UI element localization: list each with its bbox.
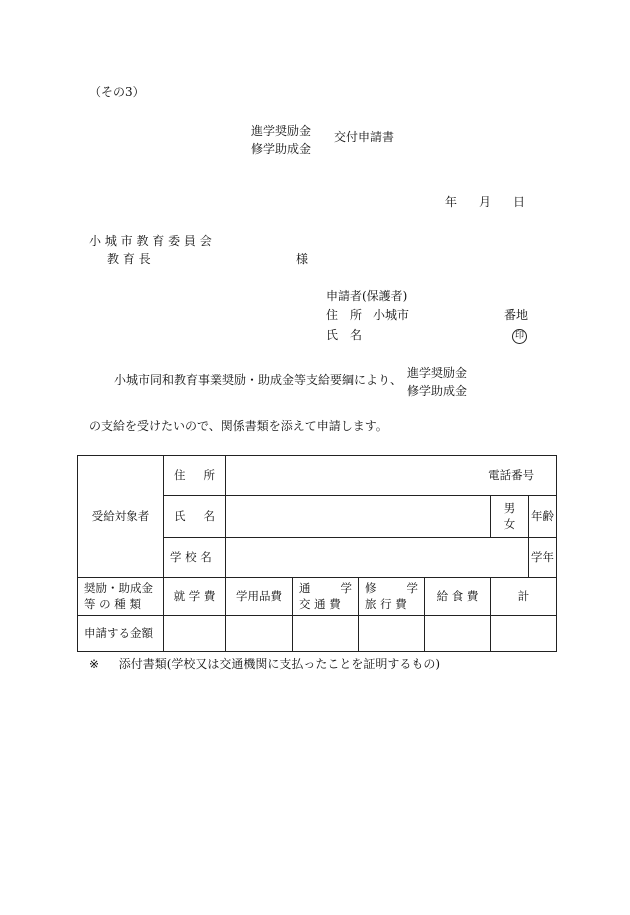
type-commute-a2: 学 [340,581,352,595]
applicant-heading: 申請者(保護者) [326,289,408,303]
address-label-2: 所 [203,467,215,482]
type-trip-a1: 修 [365,581,377,595]
target-label-cell [78,456,164,578]
footnote-mark: ※ [89,657,100,671]
recipient-person: 教 育 長 [107,252,151,266]
name-label-cell [164,496,226,538]
address-label-1: 住 [174,467,186,482]
type-trip-a2: 学 [406,581,418,595]
type-total: 計 [517,588,530,603]
amount-label-cell [78,616,164,652]
amount-supplies-cell[interactable] [226,616,293,652]
body-aid-line-1: 進学奨励金 [407,366,468,380]
date-day: 日 [512,195,525,209]
amount-trip-cell[interactable] [359,616,425,652]
name-value-cell[interactable] [226,496,491,538]
recipient-org: 小 城 市 教 育 委 員 会 [89,234,212,248]
address-label-cell [164,456,226,496]
title-line-1: 進学奨励金 [251,124,312,138]
title-line-2: 修学助成金 [251,142,312,156]
type-commute-b: 交 通 費 [299,596,341,611]
type-commute-a1: 通 [299,581,311,595]
type-total-cell [491,578,557,616]
amount-total-cell[interactable] [491,616,557,652]
type-supplies: 学用品費 [236,588,282,603]
type-commute-cell [293,578,359,616]
target-label: 受給対象者 [91,508,150,523]
type-label-2: 等 の 種 類 [84,596,141,611]
name-label-1: 氏 [174,508,186,523]
table-row-address [78,456,557,496]
form-number: （その3） [89,85,145,99]
applicant-address-label: 住 所 [326,308,363,322]
school-label: 学 校 名 [170,549,212,564]
footnote-text: 添付書類(学校又は交通機関に支払ったことを証明するもの) [118,657,441,671]
date-month: 月 [478,195,491,209]
type-lunch-cell [425,578,491,616]
name-label-2: 名 [203,508,215,523]
footnote [89,658,440,670]
phone-label: 電話番号 [488,467,535,482]
date-year: 年 [445,195,458,209]
school-label-cell [164,538,226,578]
amount-tuition-cell[interactable] [164,616,226,652]
type-trip-cell [359,578,425,616]
body-aid-line-2: 修学助成金 [407,384,468,398]
seal-icon: 印 [512,329,527,344]
table-row-types [78,578,557,616]
recipient-honorific: 様 [296,252,309,266]
amount-commute-cell[interactable] [293,616,359,652]
body-aid-types [407,367,467,397]
applicant-name-label: 氏 名 [326,328,363,342]
body-closing: の支給を受けたいので、関係書類を添えて申請します。 [89,419,388,433]
grade-label: 学年 [531,549,555,564]
application-table [77,455,557,652]
type-label-1: 奨励・助成金 [84,581,153,595]
grade-label-cell [529,538,557,578]
age-label-cell [529,496,557,538]
type-supplies-cell [226,578,293,616]
sex-female: 女 [503,516,516,531]
table-row-amount [78,616,557,652]
type-lunch: 給 食 費 [436,588,479,603]
type-tuition: 就 学 費 [173,588,216,603]
body-intro: 小城市同和教育事業奨励・助成金等支給要綱により、 [114,373,403,387]
title-suffix: 交付申請書 [334,130,395,144]
school-value-cell[interactable] [226,538,529,578]
type-tuition-cell [164,578,226,616]
address-value-cell[interactable] [226,456,557,496]
applicant-address-suffix: 番地 [504,308,529,322]
applicant-address-city: 小城市 [373,308,410,322]
title-aid-types [251,125,311,155]
age-label: 年齢 [531,508,555,523]
type-trip-b: 旅 行 費 [365,596,407,611]
amount-lunch-cell[interactable] [425,616,491,652]
date-line [445,196,525,208]
amount-label: 申請する金額 [84,625,153,640]
type-label-cell [78,578,164,616]
sex-male: 男 [503,501,516,515]
sex-cell[interactable] [491,496,529,538]
